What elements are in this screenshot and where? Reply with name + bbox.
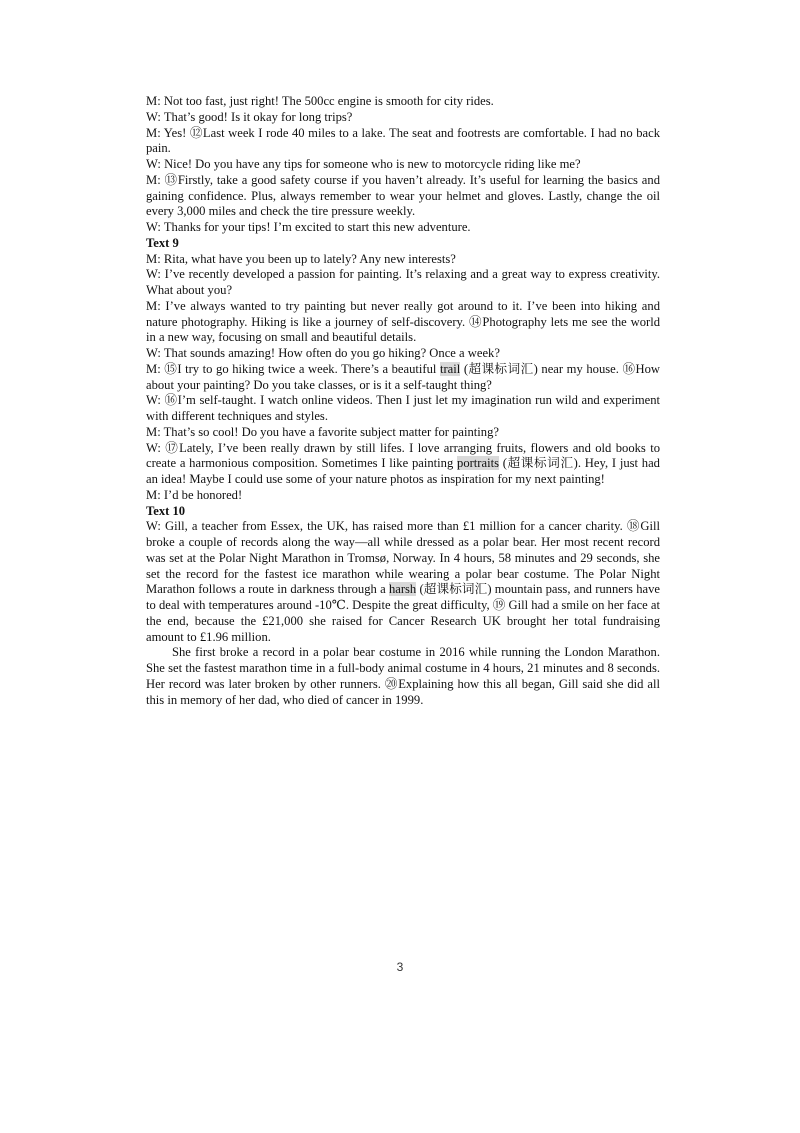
dialogue-line xyxy=(146,441,660,488)
section-heading-text10: Text 10 xyxy=(146,503,186,518)
text-segment: (超课标词汇) mountain pass, and runners have to deal with temperatures around -10℃. Despite the great difficulty, ⑲ Gill had a smile on her face at the end, because the £21,000 she raised for Cancer Research UK brought her total fundraising amount to £1.96 million. xyxy=(146,582,660,644)
highlighted-word: trail xyxy=(439,361,461,376)
document-body xyxy=(146,94,660,708)
dialogue-line: W: That sounds amazing! How often do you go hiking? Once a week? xyxy=(146,346,500,360)
dialogue-line: M: I’d be honored! xyxy=(146,487,243,502)
dialogue-line: M: Yes! ⑫Last week I rode 40 miles to a lake. The seat and footrests are comfortable. I had no back pain. xyxy=(146,125,660,156)
text-segment: M: ⑮I try to go hiking twice a week. There’s a beautiful xyxy=(146,361,440,376)
text-segment: W: Gill, a teacher from Essex, the UK, has raised more than £1 million for a cancer charity. ⑱Gill broke a couple of records along the way—all while dressed as a polar bear. Her most recent record was set at the Polar Night Marathon in Tromsø, Norway. In 4 hours, 58 minutes and 29 seconds, she set the record for the fastest ice marathon while wearing a polar bear costume. The Polar Night Marathon follows a route in darkness through a xyxy=(146,519,660,597)
dialogue-line: M: Rita, what have you been up to lately? Any new interests? xyxy=(146,251,456,266)
dialogue-line: M: Not too fast, just right! The 500cc engine is smooth for city rides. xyxy=(146,94,494,108)
highlighted-word: portraits xyxy=(457,456,499,471)
text-segment: (超课标词汇). Hey, I just had an idea! Maybe I could use some of your nature photos as inspiration for my next painting! xyxy=(146,456,660,486)
paragraph: She first broke a record in a polar bear costume in 2016 while running the London Marathon. She set the fastest marathon time in a full-body animal costume in 4 hours, 21 minutes and 8 seconds. Her record was later broken by other runners. ⑳Explaining how this all began, Gill said she did all this in memory of her dad, who died of cancer in 1999. xyxy=(146,645,660,707)
dialogue-line: W: I’ve recently developed a passion for painting. It’s relaxing and a great way to express creativity. What about you? xyxy=(146,267,660,297)
section-heading-text9: Text 9 xyxy=(146,235,179,250)
dialogue-line: W: Thanks for your tips! I’m excited to start this new adventure. xyxy=(146,220,471,234)
dialogue-line: M: That’s so cool! Do you have a favorite subject matter for painting? xyxy=(146,424,499,439)
paragraph xyxy=(146,519,660,645)
dialogue-line xyxy=(146,362,660,394)
dialogue-line: M: ⑬Firstly, take a good safety course if you haven’t already. It’s useful for learning the basics and gaining confidence. Plus, always remember to wear your helmet and gloves. Lastly, change the oil every 3,000 miles and check the tire pressure weekly. xyxy=(146,172,660,219)
text-segment: (超课标词汇) near my house. ⑯How about your painting? Do you take classes, or is it a self-taught thing? xyxy=(146,361,660,392)
dialogue-line: W: Nice! Do you have any tips for someone who is new to motorcycle riding like me? xyxy=(146,157,581,171)
page-number: 3 xyxy=(396,960,404,974)
highlighted-word: harsh xyxy=(388,582,417,597)
dialogue-line: W: That’s good! Is it okay for long trips? xyxy=(146,109,353,124)
dialogue-line: M: I’ve always wanted to try painting but never really got around to it. I’ve been into hiking and nature photography. Hiking is like a journey of self-discovery. ⑭Photography lets me see the world in a new way, focusing on small and beautiful details. xyxy=(146,298,660,345)
dialogue-line: W: ⑯I’m self-taught. I watch online videos. Then I just let my imagination run wild and experiment with different techniques and styles. xyxy=(146,393,660,423)
text-segment: W: ⑰Lately, I’ve been really drawn by still lifes. I love arranging fruits, flowers and old books to create a harmonious composition. Sometimes I like painting xyxy=(146,440,660,471)
